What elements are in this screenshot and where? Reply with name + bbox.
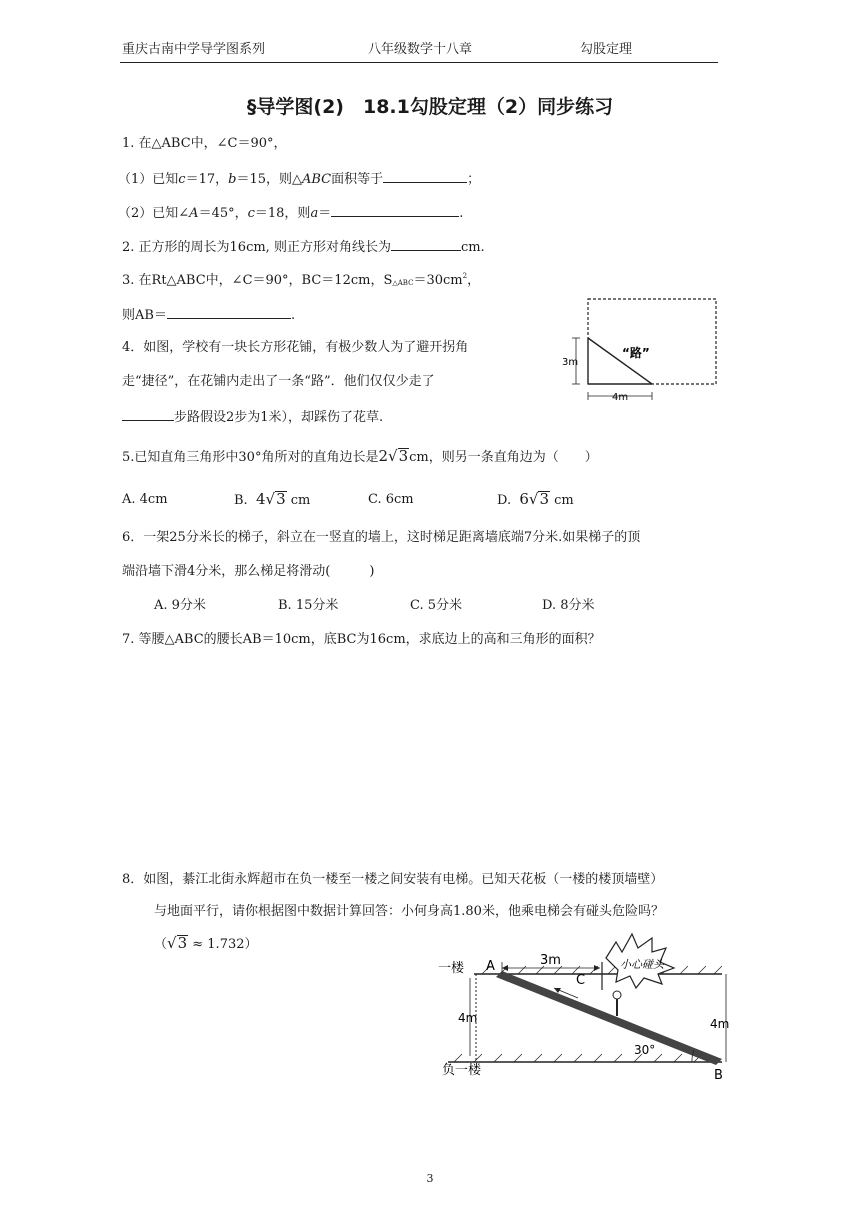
q1-stem: 1. 在△ABC中，∠C＝90°，	[122, 136, 287, 151]
q6-option-d: D. 8分米	[542, 598, 595, 613]
floor1-label: 一楼	[438, 961, 465, 976]
dim-4m-right: 4m	[710, 1017, 730, 1031]
road-path	[588, 338, 652, 384]
floor0-label: 负一楼	[442, 1063, 482, 1078]
q2: 2. 正方形的周长为16cm, 则正方形对角线长为 cm.	[122, 240, 485, 255]
q1-part1-blank	[383, 170, 467, 183]
sqrt-symbol: √3	[388, 447, 409, 465]
dim-4m-left: 4m	[458, 1011, 478, 1025]
q5-option-d: D. 6√3 cm	[497, 490, 574, 508]
q5-stem: 5.已知直角三角形中30°角所对的直角边长是2√3cm，则另一条直角边为（ ）	[122, 447, 598, 465]
point-c: C	[576, 973, 586, 988]
q6-option-b: B. 15分米	[278, 598, 339, 613]
caution-text: 小心碰头	[620, 958, 664, 971]
q6-option-a: A. 9分米	[154, 598, 206, 613]
header-middle: 八年级数学十八章	[368, 42, 473, 57]
q4-line2: 走“捷径”，在花铺内走出了一条“路”．他们仅仅少走了	[122, 374, 435, 389]
q3-line1: 3. 在Rt△ABC中，∠C＝90°，BC＝12cm，$S\triangle ABC=30cm^2$，	[122, 272, 481, 288]
q8-hint: （√3 ≈ 1.732）	[154, 934, 258, 952]
q4-line1: 4．如图，学校有一块长方形花铺，有极少数人为了避开拐角	[122, 340, 469, 355]
person-head	[613, 991, 621, 999]
q6-line2: 端沿墙下滑4分米，那么梯足将滑动( )	[122, 564, 375, 579]
q3-line2: 则AB＝ .	[122, 308, 296, 323]
q7: 7. 等腰△ABC的腰长AB＝10cm，底BC为16cm，求底边上的高和三角形的面积？	[122, 632, 601, 647]
dim-3m: 3m	[562, 357, 579, 368]
q3-blank	[167, 306, 291, 319]
flowerbed-outline	[588, 299, 716, 384]
header-rule	[120, 62, 718, 63]
q8-line1: 8．如图，綦江北街永辉超市在负一楼至一楼之间安装有电梯。已知天花板（一楼的楼顶墙壁）	[122, 872, 664, 887]
q5-option-a: A. 4cm	[122, 492, 168, 507]
page-title: §导学图(2) 18.1勾股定理（2）同步练习	[246, 96, 614, 118]
page-number: 3	[426, 1172, 434, 1185]
header-right: 勾股定理	[580, 42, 633, 57]
q4-blank	[122, 408, 174, 421]
point-b: B	[714, 1068, 723, 1083]
q4-figure	[560, 295, 730, 407]
header-left: 重庆古南中学导学图系列	[122, 42, 266, 57]
q6-line1: 6．一架25分米长的梯子，斜立在一竖直的墙上，这时梯足距离墙底端7分米.如果梯子的顶	[122, 530, 641, 545]
dim-3m: 3m	[540, 953, 561, 968]
q1-part2-blank	[331, 204, 459, 217]
q2-blank	[391, 238, 461, 251]
point-a: A	[486, 959, 495, 974]
q5-option-b: B. 4√3 cm	[234, 490, 311, 508]
road-label: “路”	[622, 346, 650, 360]
q4-line3: 步路假设2步为1米），却踩伤了花草.	[122, 408, 383, 426]
escalator-figure	[430, 928, 750, 1088]
escalator-body	[496, 971, 722, 1065]
q6-option-c: C. 5分米	[410, 598, 463, 613]
q1-part1: （1）已知c＝17，b＝15，则△ABC面积等于 ；	[118, 172, 481, 187]
q8-line2: 与地面平行，请你根据图中数据计算回答：小何身高1.80米，他乘电梯会有碰头危险吗？	[154, 904, 664, 919]
q1-part2: （2）已知∠A＝45°，c＝18，则a＝ .	[118, 206, 464, 221]
dim-4m: 4m	[612, 392, 629, 403]
angle-label: 30°	[634, 1043, 656, 1057]
q5-option-c: C. 6cm	[368, 492, 414, 507]
ground-hatch	[454, 1054, 702, 1062]
